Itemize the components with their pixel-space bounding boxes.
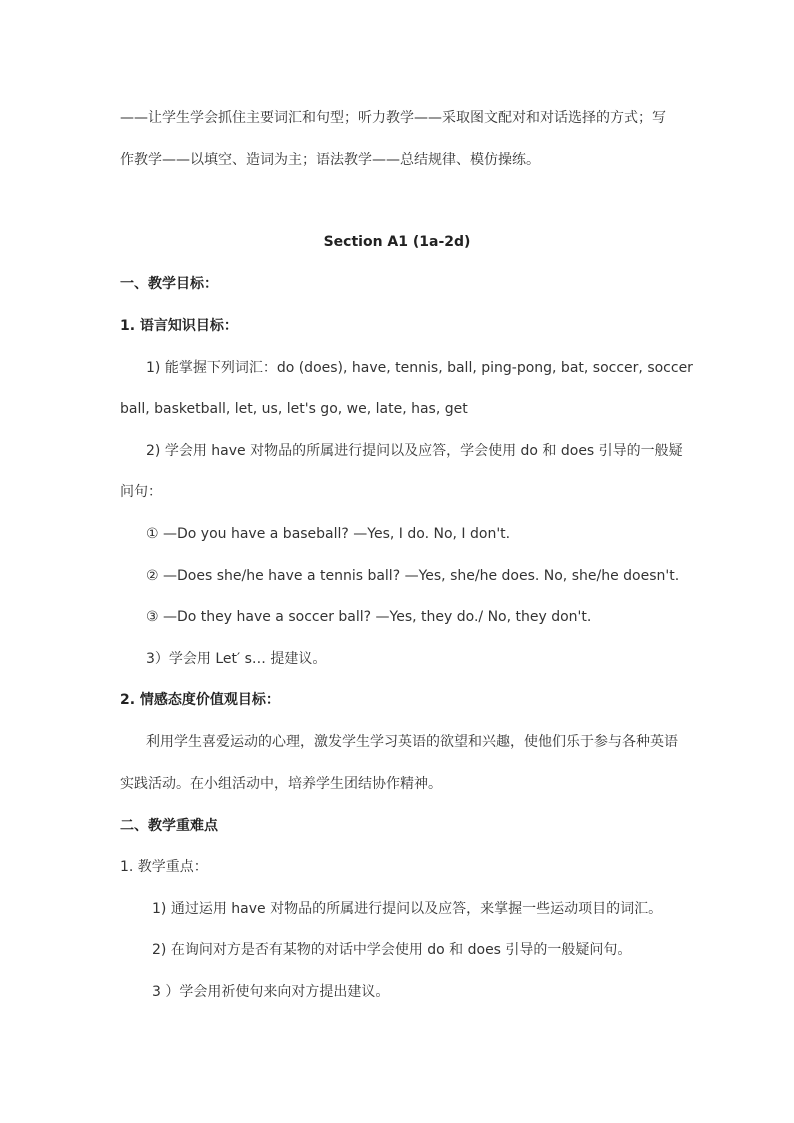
example-2: ② —Does she/he have a tennis ball? —Yes, she/he does. No, she/he doesn't. bbox=[146, 568, 680, 584]
example-3: ③ —Do they have a soccer ball? —Yes, they do./ No, they don't. bbox=[146, 609, 592, 625]
key-points-heading: 1. 教学重点： bbox=[120, 859, 208, 875]
attitude-line-2: 实践活动。在小组活动中，培养学生团结协作精神。 bbox=[120, 776, 442, 792]
attitude-goals-heading: 2. 情感态度价值观目标： bbox=[120, 692, 280, 708]
example-1: ① —Do you have a baseball? —Yes, I do. No, I don't. bbox=[146, 526, 511, 542]
vocab-item-line-1: 1) 能掌握下列词汇：do (does), have, tennis, ball, ping-pong, bat, soccer, soccer bbox=[146, 360, 693, 376]
key-point-1: 1) 通过运用 have 对物品的所属进行提问以及应答，来掌握一些运动项目的词汇。 bbox=[152, 901, 663, 917]
intro-line-1: ——让学生学会抓住主要词汇和句型；听力教学——采取图文配对和对话选择的方式；写 bbox=[120, 110, 666, 126]
attitude-line-1: 利用学生喜爱运动的心理，激发学生学习英语的欲望和兴趣，使他们乐于参与各种英语 bbox=[146, 734, 678, 750]
grammar-item-line-2: 问句： bbox=[120, 484, 162, 500]
suggestion-item: 3）学会用 Let′ s… 提建议。 bbox=[146, 651, 327, 667]
grammar-item-line-1: 2) 学会用 have 对物品的所属进行提问以及应答，学会使用 do 和 does 引导的一般疑 bbox=[146, 443, 683, 459]
key-point-2: 2) 在询问对方是否有某物的对话中学会使用 do 和 does 引导的一般疑问句。 bbox=[152, 942, 632, 958]
key-point-3: 3 ）学会用祈使句来向对方提出建议。 bbox=[152, 984, 390, 1000]
vocab-item-line-2: ball, basketball, let, us, let's go, we, late, has, get bbox=[120, 401, 468, 417]
part2-heading: 二、教学重难点 bbox=[120, 818, 218, 834]
intro-line-2: 作教学——以填空、造词为主；语法教学——总结规律、模仿操练。 bbox=[120, 152, 540, 168]
section-title: Section A1 (1a-2d) bbox=[323, 234, 471, 250]
part1-heading: 一、教学目标： bbox=[120, 276, 218, 292]
language-goals-heading: 1. 语言知识目标： bbox=[120, 318, 238, 334]
